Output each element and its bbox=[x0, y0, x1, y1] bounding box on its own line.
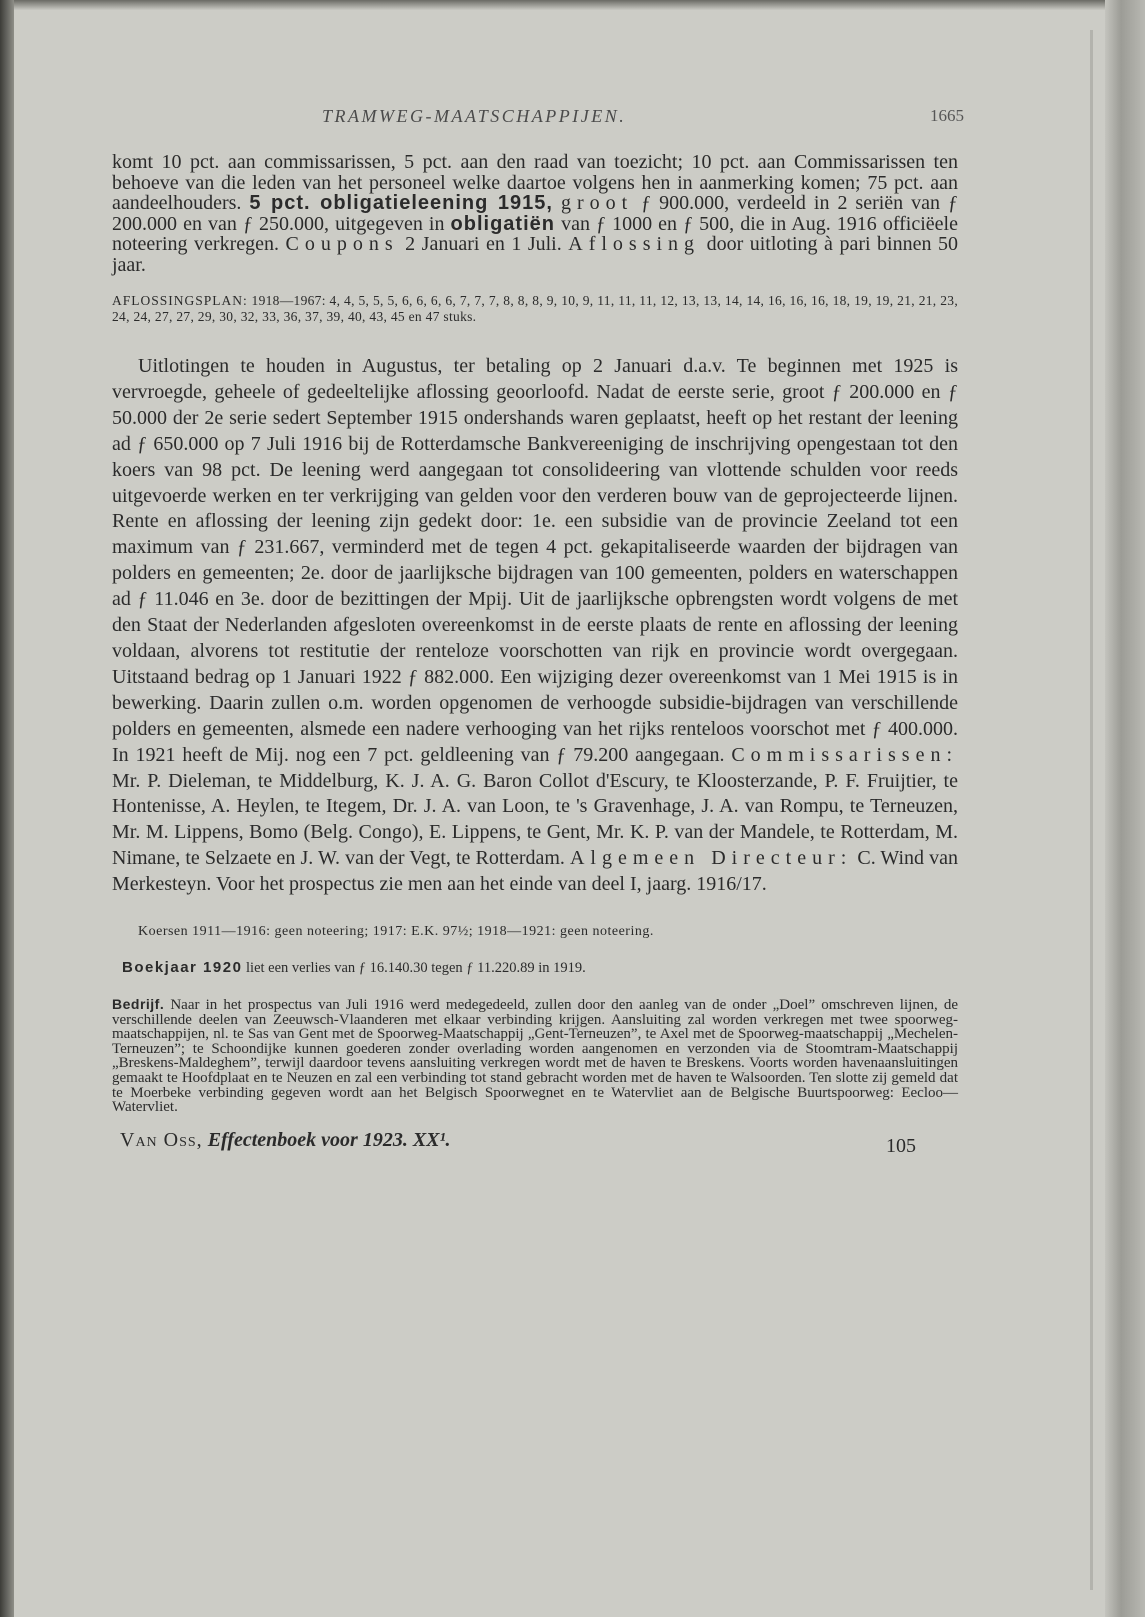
page-footer bbox=[112, 1129, 958, 1159]
bedrijf-label: Bedrijf. bbox=[112, 996, 165, 1013]
footer-author: Van Oss, bbox=[120, 1128, 203, 1151]
plan-text: 1918—1967: 4, 4, 5, 5, 5, 6, 6, 6, 6, 7, 7, 7, 8, 8, 8, 9, 10, 9, 11, 11, 11, 12, 13, 13, 14, 14, 16, 16, 16, 18, 19, 19, 21, 21, 23, 24, 24, 27, 27, 29, 30, 32, 33, 36, 37, 39, 40, 43, 45 en 47 stuks. bbox=[112, 293, 958, 324]
aflossing-label: Aflossing bbox=[568, 233, 701, 255]
page-header bbox=[112, 100, 964, 130]
main-text-1: Uitlotingen te houden in Augustus, ter betaling op 2 Januari d.a.v. Te beginnen met 1925 is vervroegde, geheele of gedeeltelijke aflossing geoorloofd. Nadat de eerste serie, groot ƒ 200.000 en ƒ 50.000 der 2e serie sedert September 1915 ondershands waren geplaatst, heeft op het restant der leening ad ƒ 650.000 op 7 Juli 1916 bij de Rotterdamsche Bankvereeniging de inschrijving opengestaan tot den koers van 98 pct. De leening werd aangegaan tot consolideering van vlottende schulden voor reeds uitgevoerde werken en ter verkrijging van gelden voor den verderen bouw van de geprojecteerde lijnen. Rente en aflossing der leening zijn gedekt door: 1e. een subsidie van de provincie Zeeland tot een maximum van ƒ 231.667, verminderd met de tegen 4 pct. gekapitaliseerde waarden der bijdragen van polders en gemeenten; 2e. door de jaarlijksche bijdragen van 100 gemeenten, polders en waterschappen ad ƒ 11.046 en 3e. door de bezittingen der Mpij. Uit de jaarlijksche opbrengsten wordt volgens de met den Staat der Nederlanden afgesloten overeenkomst in de eerste plaats de rente en aflossing der leening voldaan, alvorens tot restitutie der renteloze voorschotten van rijk en provincie wordt overgegaan. Uitstaand bedrag op 1 Januari 1922 ƒ 882.000. Een wijziging dezer overeenkomst van 1 Mei 1915 is in bewerking. Daarin zullen o.m. worden opgenomen de verhoogde subsidie-bijdragen van verschillende polders en gemeenten, alsmede een nadere verhooging van het rijks renteloos voorschot met ƒ 400.000. In 1921 heeft de Mij. nog een 7 pct. geldleening van ƒ 79.200 aangegaan. bbox=[112, 355, 958, 766]
main-paragraph bbox=[112, 354, 958, 898]
commissarissen-label: Commissarissen: bbox=[731, 743, 958, 766]
intro-text: komt 10 pct. aan commissarissen, 5 pct. aan den raad van toezicht; 10 pct. aan Commissarissen ten behoeve van die leden van het personeel welke daartoe volgens hen in aanmerking komen; 75 pct. aan aandeelhouders. bbox=[112, 151, 958, 214]
bedrijf-text: Naar in het prospectus van Juli 1916 werd medegedeeld, zullen door den aanleg van de onder „Doel” omschreven lijnen, de verschillende deelen van Zeeuwsch-Vlaanderen met elkaar verbinding krijgen. Aansluiting zal worden verkregen met twee spoorweg-maatschappijen, nl. te Sas van Gent met de Spoorweg-Maatschappij „Gent-Terneuzen”, te Axel met de Spoorweg-maatschappij „Mechelen-Terneuzen”; te Schoondijke kunnen goederen zonder overlading worden aangenomen en verzonden via de Stoomtram-Maatschappij „Breskens-Maldeghem”, terwijl daardoor tevens aansluiting verkregen wordt met de haven te Breskens. Voorts worden havenaansluitingen gemaakt te Hoofdplaat en te Neuzen en zal een verbinding tot stand gebracht worden met de haven te Walsoorden. Ten slotte zij gemeld dat te Moerbeke verbinding gegeven wordt aan het Belgisch Spoorwegnet en te Watervliet aan de Belgische Buurtspoorweg: Eecloo—Watervliet. bbox=[112, 997, 958, 1116]
boekjaar-line bbox=[112, 959, 958, 977]
page-edge-shadow bbox=[1090, 30, 1093, 1590]
loan-heading: 5 pct. obligatieleening 1915, bbox=[249, 192, 553, 214]
groot-label: groot bbox=[560, 192, 634, 214]
footer-page-number: 105 bbox=[886, 1134, 916, 1157]
footer-citation bbox=[120, 1129, 451, 1152]
scan-border-left bbox=[0, 0, 14, 1617]
aflossing-text: door uitloting à pari binnen 50 jaar. bbox=[112, 233, 958, 276]
koersen-line: Koersen 1911—1916: geen noteering; 1917: E.K. 97½; 1918—1921: geen noteering. bbox=[138, 924, 654, 940]
running-head: TRAMWEG-MAATSCHAPPIJEN. bbox=[322, 106, 627, 126]
loan-text: ƒ 900.000, verdeeld in 2 seriën van ƒ 200.000 en van ƒ 250.000, uitgegeven in bbox=[112, 192, 959, 235]
footer-volume: XX¹. bbox=[412, 1128, 451, 1151]
footer-title: Effectenboek voor 1923. bbox=[207, 1128, 408, 1151]
boekjaar-label: Boekjaar 1920 bbox=[122, 959, 243, 977]
main-text-2: Mr. P. Dieleman, te Middelburg, K. J. A. G. Baron Collot d'Escury, te Kloosterzande, P. F. Fruijtier, te Hontenisse, A. Heylen, te Itegem, Dr. J. A. van Loon, te 's Gravenhage, J. A. van Rompu, te Terneuzen, Mr. M. Lippens, Bomo (Belg. Congo), E. Lippens, te Gent, Mr. K. P. van der Mandele, te Rotterdam, M. Nimane, te Selzaete en J. W. van der Vegt, te Rotterdam. bbox=[112, 769, 958, 870]
page-number: 1665 bbox=[930, 106, 964, 125]
coupons-text: 2 Januari en 1 Juli. bbox=[398, 233, 569, 255]
intro-paragraph bbox=[112, 152, 958, 275]
coupons-label: Coupons bbox=[285, 233, 399, 255]
scan-border-right bbox=[1105, 0, 1145, 1617]
bedrijf-paragraph bbox=[112, 997, 958, 1115]
boekjaar-text: liet een verlies van ƒ 16.140.30 tegen ƒ 11.220.89 in 1919. bbox=[242, 960, 586, 977]
obligatien-label: obligatiën bbox=[450, 212, 555, 235]
main-text-3: C. Wind van Merkesteyn. Voor het prospectus zie men aan het einde van deel I, jaarg. 1916/17. bbox=[112, 847, 958, 896]
loan-text-2: van ƒ 1000 en ƒ 500, die in Aug. 1916 officiëele noteering verkregen. bbox=[112, 212, 958, 255]
directeur-label: Algemeen Directeur: bbox=[569, 847, 853, 870]
scan-border-top bbox=[0, 0, 1145, 10]
plan-label: AFLOSSINGSPLAN: bbox=[112, 293, 248, 308]
document-page bbox=[112, 100, 964, 1159]
aflossingsplan bbox=[112, 293, 958, 325]
